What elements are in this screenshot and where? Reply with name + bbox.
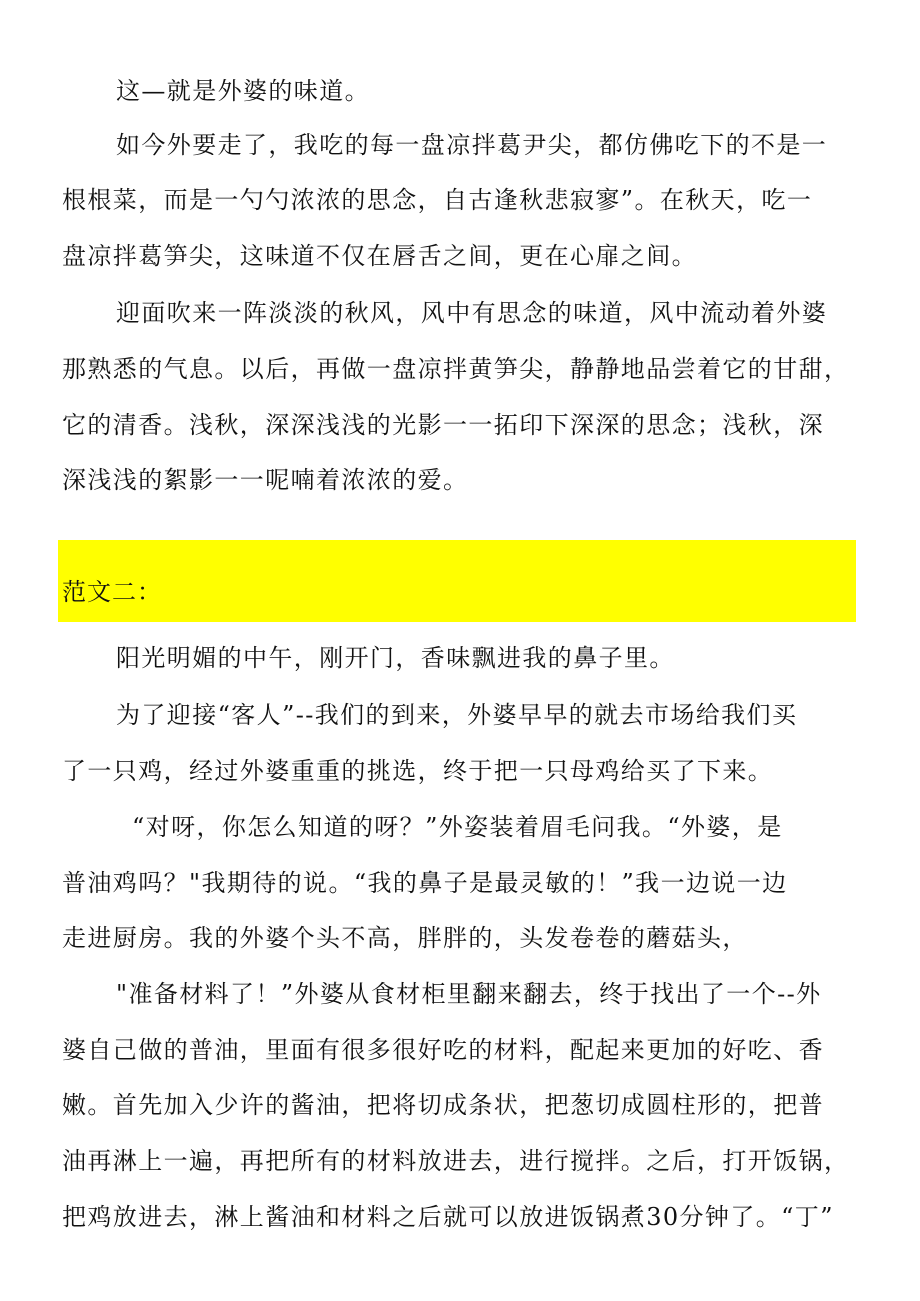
paragraph-line: 把鸡放进去，淋上酱油和材料之后就可以放进饭锅煮30分钟了。“丁”	[62, 1203, 834, 1231]
paragraph-line: 婆自己做的普油，里面有很多很好吃的材料，配起来更加的好吃、香	[62, 1036, 824, 1064]
paragraph-line: “对呀，你怎么知道的呀？”外姿装着眉毛问我。“外婆，是	[132, 813, 783, 841]
paragraph-line: 它的清香。浅秋，深深浅浅的光影一一拓印下深深的思念；浅秋，深	[62, 411, 824, 439]
section-heading: 范文二：	[62, 578, 162, 606]
paragraph-line: 这—就是外婆的味道。	[116, 77, 370, 105]
paragraph-line: 深浅浅的絮影一一呢喃着浓浓的爱。	[62, 466, 469, 494]
section-heading-highlight	[58, 540, 856, 622]
paragraph-line: 迎面吹来一阵淡淡的秋风，风中有思念的味道，风中流动着外婆	[116, 299, 828, 327]
paragraph-line: 根根菜，而是一勺勺浓浓的思念，自古逢秋悲寂寥”。在秋天，吃一	[62, 186, 813, 214]
paragraph-line: 油再淋上一遍，再把所有的材料放进去，进行搅拌。之后，打开饭锅，	[62, 1147, 850, 1175]
paragraph-line: 为了迎接“客人”--我们的到来，外婆早早的就去市场给我们买	[116, 701, 798, 729]
paragraph-line: 了一只鸡，经过外婆重重的挑选，终于把一只母鸡给买了下来。	[62, 757, 774, 785]
paragraph-line: 那熟悉的气息。以后，再做一盘凉拌黄笋尖，静静地品尝着它的甘甜，	[62, 355, 850, 383]
paragraph-line: 如今外要走了，我吃的每一盘凉拌葛尹尖，都仿佛吃下的不是一	[116, 131, 828, 159]
paragraph-line: "准备材料了！”外婆从食材柜里翻来翻去，终于找出了一个--外	[116, 980, 822, 1008]
paragraph-line: 走进厨房。我的外婆个头不高，胖胖的，头发卷卷的蘑菇头，	[62, 924, 748, 952]
paragraph-line: 普油鸡吗？"我期待的说。“我的鼻子是最灵敏的！”我一边说一边	[62, 869, 788, 897]
paragraph-line: 盘凉拌葛笋尖，这味道不仅在唇舌之间，更在心扉之间。	[62, 242, 697, 270]
paragraph-line: 阳光明媚的中午，刚开门，香味飘进我的鼻子里。	[116, 644, 675, 672]
paragraph-line: 嫩。首先加入少许的酱油，把将切成条状，把葱切成圆柱形的，把普	[62, 1091, 824, 1119]
